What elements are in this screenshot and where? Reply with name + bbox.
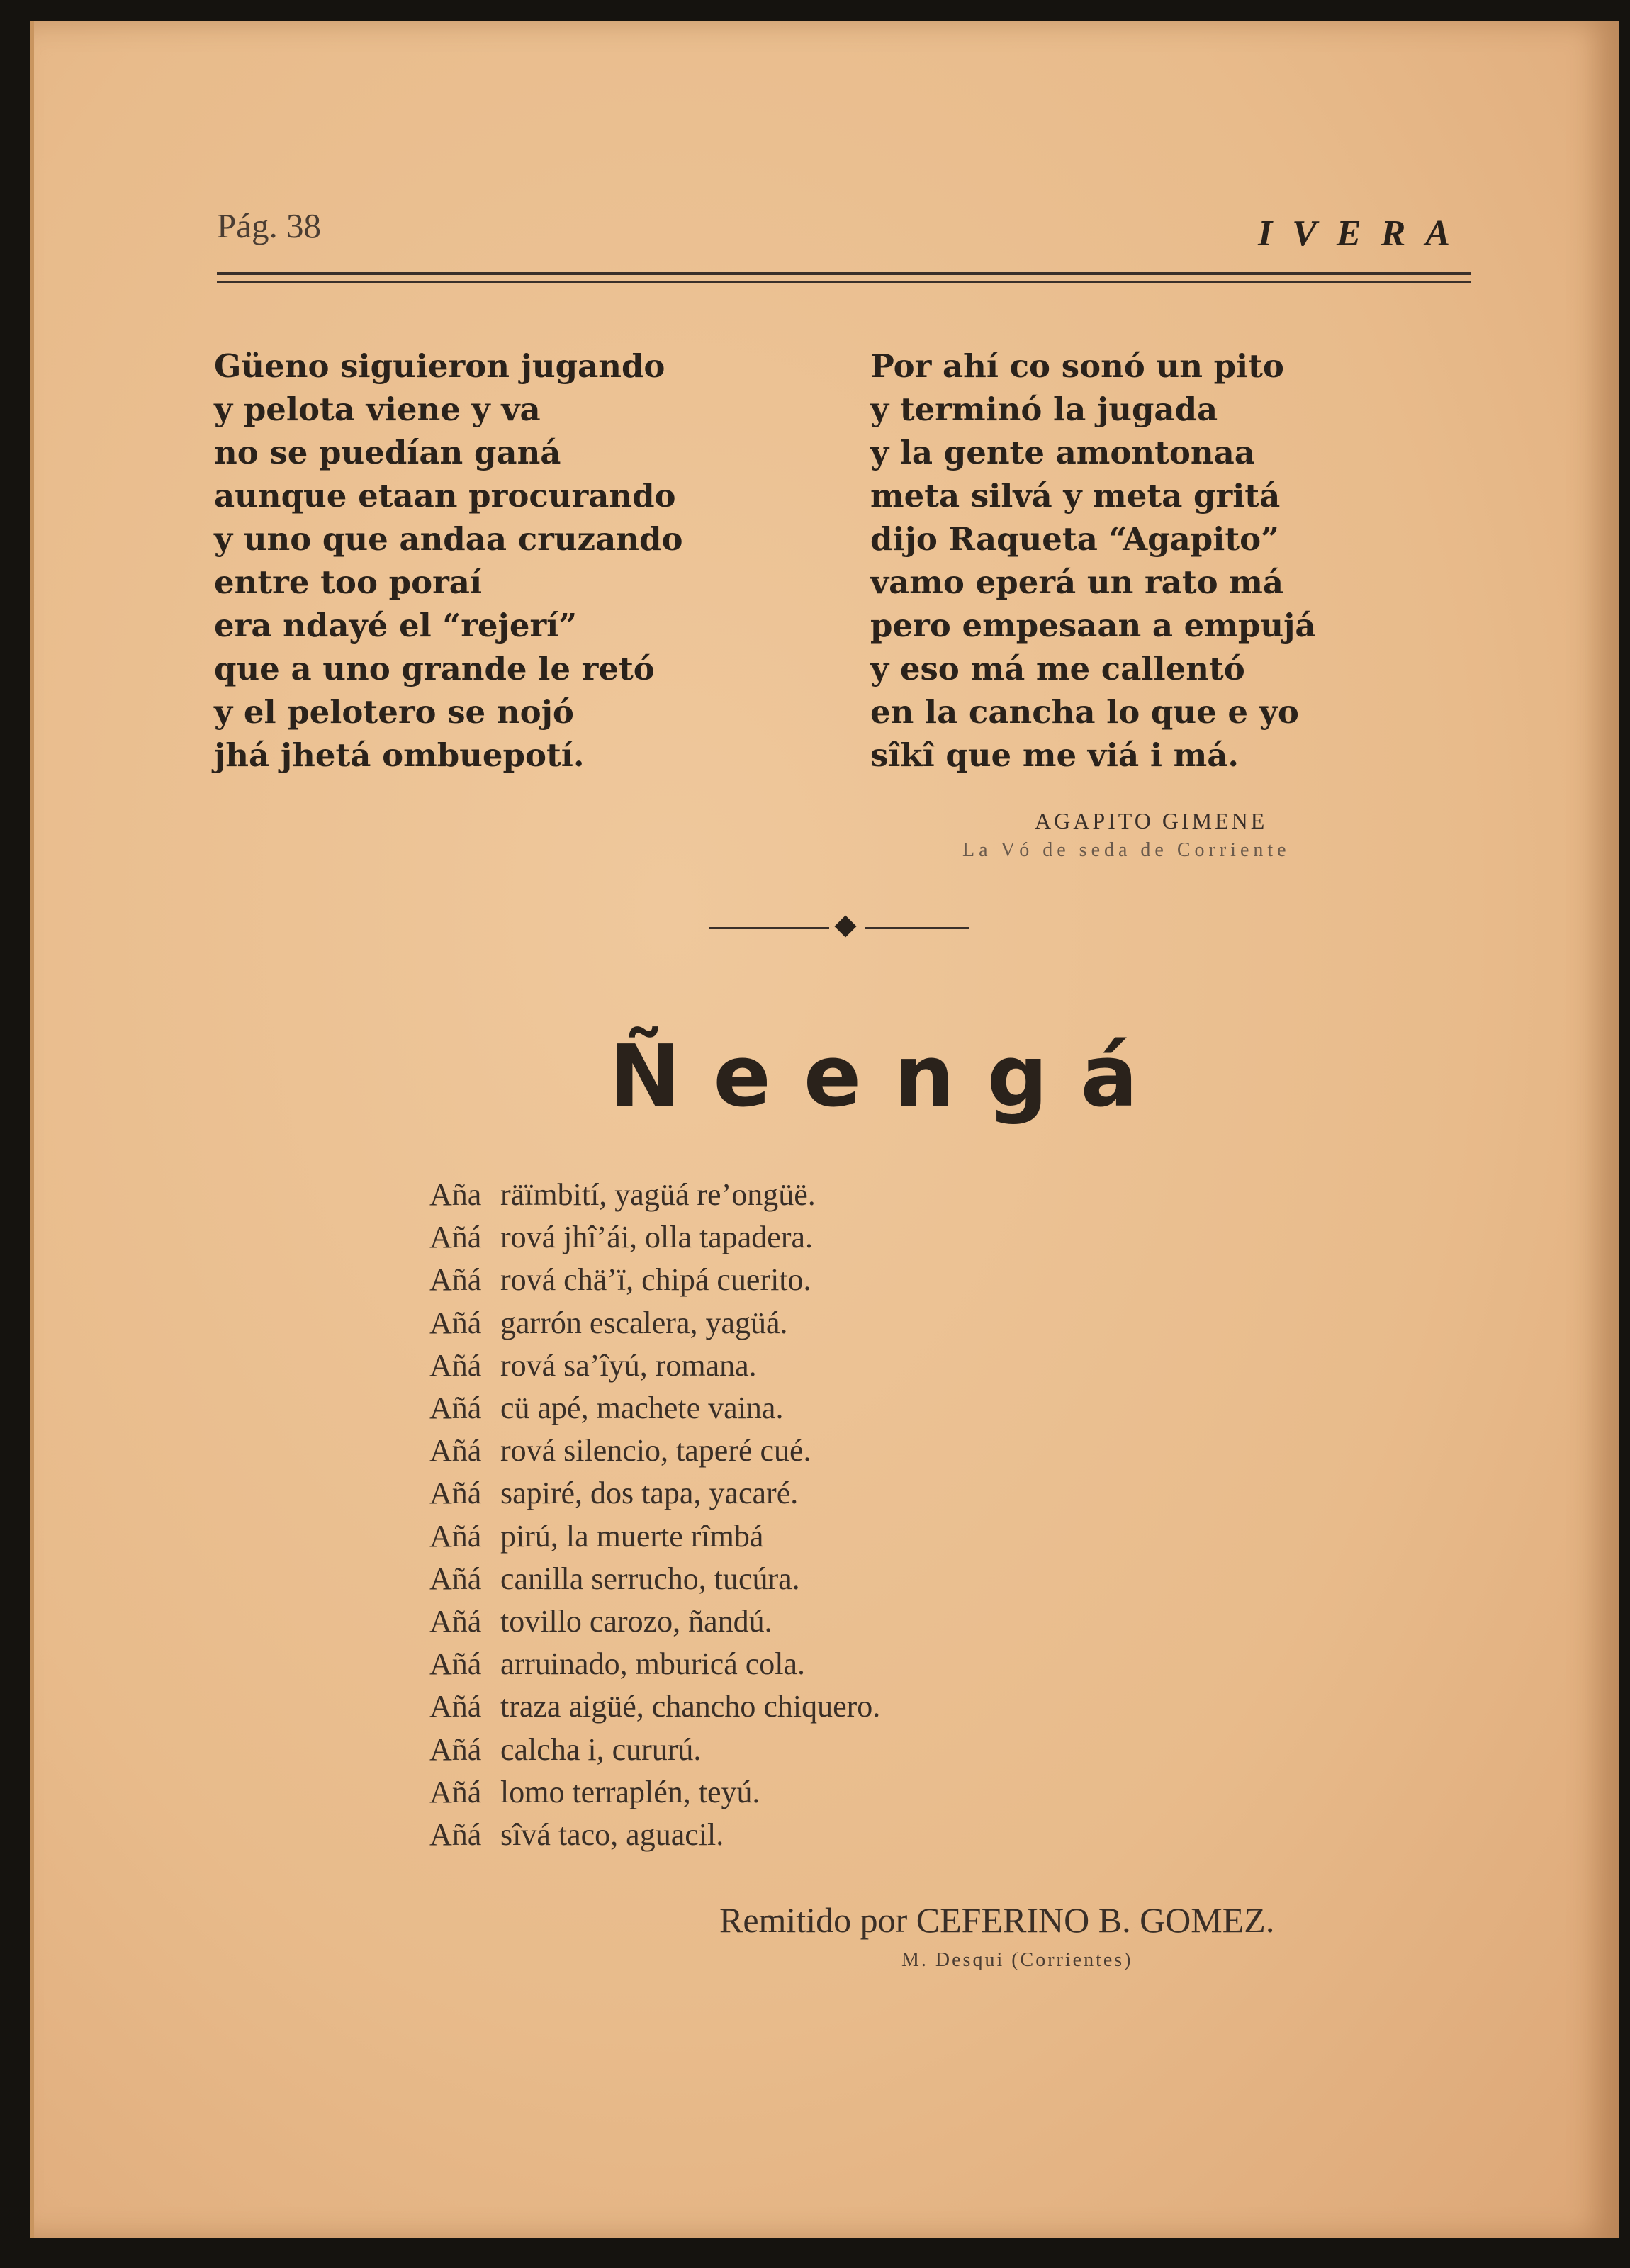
verse-anaphora: Añá <box>429 1689 482 1724</box>
verse-text: calcha i, cururú. <box>500 1731 702 1767</box>
verse-anaphora: Añá <box>429 1476 482 1511</box>
verse-text: lomo terraplén, teyú. <box>500 1774 760 1809</box>
verse-line <box>429 1387 880 1430</box>
verse-text: traza aigüé, chancho chiquero. <box>500 1689 881 1724</box>
verse-anaphora: Añá <box>429 1391 482 1426</box>
verse-line <box>429 1344 880 1387</box>
verse-line: pero empesaan a empujá <box>870 607 1316 644</box>
verse-anaphora: Añá <box>429 1561 482 1596</box>
header-rule-top <box>217 272 1471 275</box>
header-rule-bottom <box>217 281 1471 284</box>
verse-text: cü apé, machete vaina. <box>500 1391 784 1426</box>
verse-anaphora: Añá <box>429 1817 482 1853</box>
verse-line: dijo Raqueta “Agapito” <box>870 520 1280 558</box>
verse-anaphora: Añá <box>429 1220 482 1255</box>
page-number: Pág. 38 <box>217 206 321 245</box>
verse-line: no se puedían ganá <box>214 434 561 471</box>
verse-anaphora: Añá <box>429 1518 482 1554</box>
verse-line <box>429 1216 880 1259</box>
verse-line: era ndayé el “rejerí” <box>214 607 578 644</box>
verse-line <box>429 1643 880 1685</box>
verse-line <box>429 1302 880 1344</box>
verse-line: jhá jhetá ombuepotí. <box>214 736 585 774</box>
verse-text: rová jhî’ái, olla tapadera. <box>500 1220 814 1255</box>
verse-line <box>429 1430 880 1472</box>
verse-text: rová chä’ï, chipá cuerito. <box>500 1262 811 1298</box>
verse-line <box>429 1174 880 1216</box>
verse-text: tovillo carozo, ñandú. <box>500 1604 772 1639</box>
verse-line: y terminó la jugada <box>870 391 1218 428</box>
credit-line: Remitido por CEFERINO B. GOMEZ. <box>719 1900 1275 1940</box>
verse-anaphora: Añá <box>429 1774 482 1809</box>
verse-line: entre too poraí <box>214 563 483 601</box>
verse-text: sapiré, dos tapa, yacaré. <box>500 1476 799 1511</box>
verse-text: canilla serrucho, tucúra. <box>500 1561 800 1596</box>
poem-author: AGAPITO GIMENE <box>1035 808 1268 833</box>
verse-line: sîkî que me viá i má. <box>870 736 1240 774</box>
verse-line: y la gente amontonaa <box>870 434 1255 471</box>
verse-line: meta silvá y meta gritá <box>870 477 1281 515</box>
verse-text: rová silencio, taperé cué. <box>500 1433 811 1469</box>
credit-location: M. Desqui (Corrientes) <box>901 1949 1133 1971</box>
poem-right-stanza <box>870 344 1316 777</box>
verse-line <box>429 1685 880 1728</box>
verse-line: Por ahí co sonó un pito <box>870 347 1284 385</box>
verse-text: garrón escalera, yagüá. <box>500 1305 788 1340</box>
verse-anaphora: Añá <box>429 1262 482 1298</box>
verse-line: Güeno siguieron jugando <box>214 347 665 385</box>
verse-line: vamo eperá un rato má <box>870 563 1284 601</box>
verse-line <box>429 1472 880 1515</box>
verse-text: rová sa’îyú, romana. <box>500 1347 757 1383</box>
verse-anaphora: Añá <box>429 1305 482 1340</box>
verse-line <box>429 1558 880 1600</box>
verse-line: aunque etaan procurando <box>214 477 676 515</box>
verse-line <box>429 1729 880 1771</box>
verse-anaphora: Añá <box>429 1433 482 1469</box>
section-divider-right <box>865 927 969 929</box>
magazine-title: IVERA <box>1258 213 1470 254</box>
verse-anaphora: Añá <box>429 1731 482 1767</box>
verse-anaphora: Aña <box>429 1177 482 1212</box>
verse-line <box>429 1814 880 1856</box>
verse-line <box>429 1771 880 1814</box>
verse-text: pirú, la muerte rîmbá <box>500 1518 764 1554</box>
verse-anaphora: Añá <box>429 1646 482 1682</box>
verse-line <box>429 1600 880 1643</box>
poem-left-stanza <box>214 344 682 777</box>
verse-line: que a uno grande le retó <box>214 650 655 687</box>
poem-title: Ñeengá <box>609 1028 1171 1126</box>
verse-line <box>429 1515 880 1558</box>
verse-line: y uno que andaa cruzando <box>214 520 683 558</box>
poem-author-subtitle: La Vó de seda de Corriente <box>962 839 1291 861</box>
verse-text: räïmbití, yagüá re’ongüë. <box>500 1177 816 1212</box>
verse-line: en la cancha lo que e yo <box>870 693 1299 731</box>
verse-anaphora: Añá <box>429 1604 482 1639</box>
verse-text: arruinado, mburicá cola. <box>500 1646 806 1682</box>
verse-anaphora: Añá <box>429 1347 482 1383</box>
verse-line: y pelota viene y va <box>214 391 541 428</box>
verse-line: y eso má me callentó <box>870 650 1245 687</box>
verse-line <box>429 1259 880 1301</box>
poem-ñeenga-lines <box>429 1174 880 1856</box>
verse-text: sîvá taco, aguacil. <box>500 1817 724 1853</box>
section-divider-left <box>709 927 829 929</box>
verse-line: y el pelotero se nojó <box>214 693 574 731</box>
